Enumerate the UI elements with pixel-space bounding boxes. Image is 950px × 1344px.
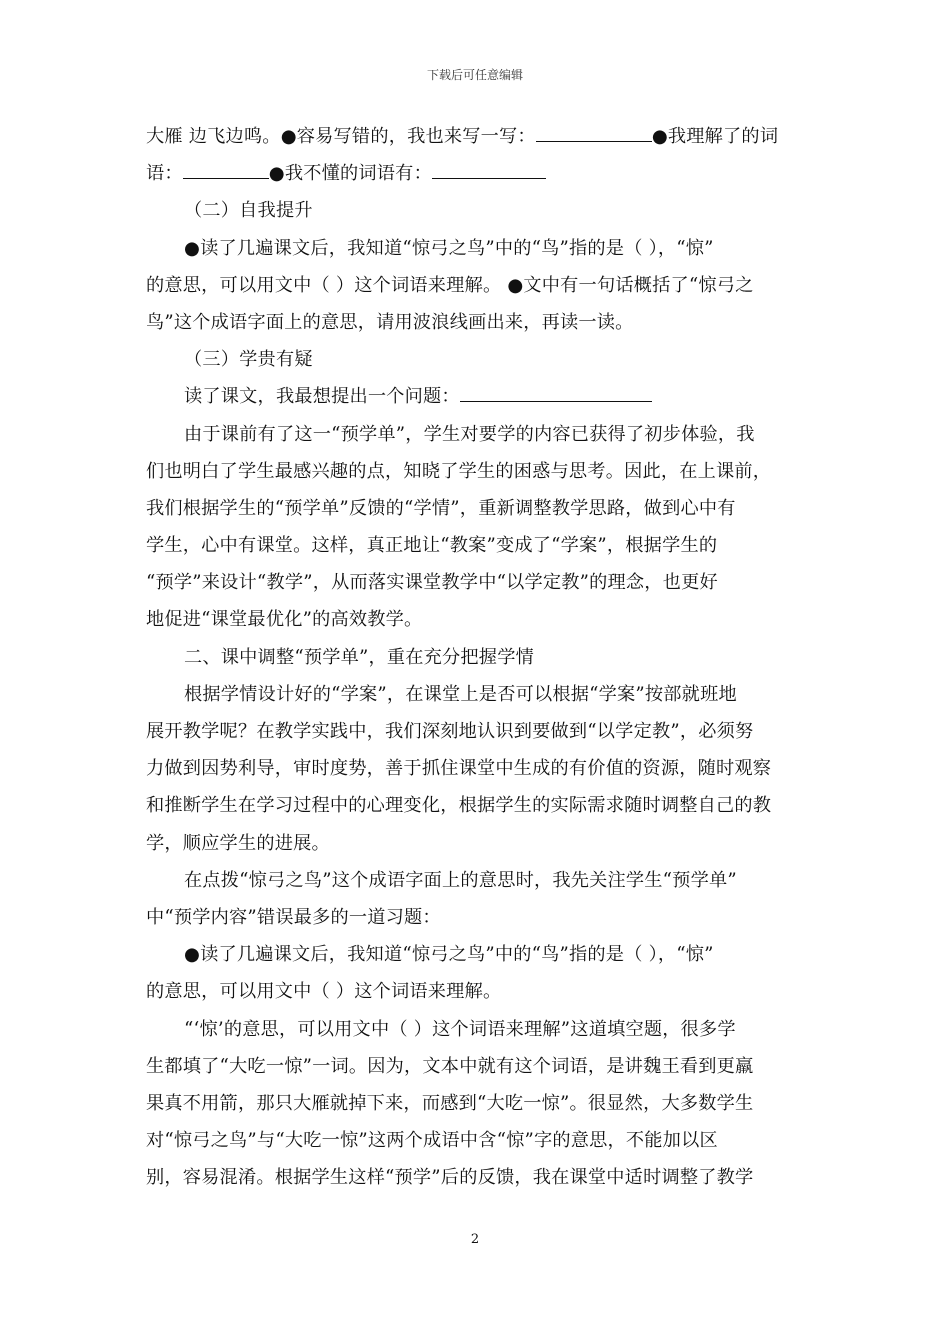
paragraph-line: 中“预学内容”错误最多的一道习题： [146,906,441,928]
text-line: ●读了几遍课文后，我知道“惊弓之鸟”中的“鸟”指的是（ ），“惊” [184,237,714,259]
paragraph-line: 学生，心中有课堂。这样，真正地让“教案”变成了“学案”，根据学生的 [146,535,718,557]
section-heading: 二、课中调整“预学单”，重在充分把握学情 [184,646,534,668]
text-line: ●读了几遍课文后，我知道“惊弓之鸟”中的“鸟”指的是（ ），“惊” [184,944,714,966]
text-line: 鸟”这个成语字面上的意思，请用波浪线画出来，再读一读。 [146,311,634,333]
paragraph-line: 生都填了“大吃一惊”一词。因为，文本中就有这个词语，是讲魏王看到更羸 [146,1055,754,1077]
paragraph-line: 由于课前有了这一“预学单”，学生对要学的内容已获得了初步体验，我 [184,423,755,445]
text-line: 的意思，可以用文中（ ）这个词语来理解。 [146,981,502,1003]
section-heading: （二）自我提升 [184,200,313,222]
page-header: 下载后可任意编辑 [426,68,523,82]
text-line: 语： ●我不懂的词语有： [146,155,806,192]
paragraph-line: 学，顺应学生的进展。 [146,832,330,854]
text-line: 读了课文，我最想提出一个问题： [146,378,806,415]
section-heading: （三）学贵有疑 [184,349,313,371]
paragraph-line: “预学”来设计“教学”，从而落实课堂教学中“以学定教”的理念，也更好 [146,572,718,594]
paragraph-line: 对“惊弓之鸟”与“大吃一惊”这两个成语中含“惊”字的意思，不能加以区 [146,1130,718,1152]
text-line: 的意思，可以用文中（ ）这个词语来理解。 ●文中有一句话概括了“惊弓之 [146,274,754,296]
answer-blank [183,156,269,179]
answer-blank [432,156,546,179]
paragraph-line: 和推断学生在学习过程中的心理变化，根据学生的实际需求随时调整自己的教 [146,795,772,817]
paragraph-line: 展开教学呢？在教学实践中，我们深刻地认识到要做到“以学定教”，必须努 [146,721,754,742]
paragraph-line: 果真不用箭，那只大雁就掉下来，而感到“大吃一惊”。很显然，大多数学生 [146,1092,754,1114]
paragraph-line: 力做到因势利导，审时度势，善于抓住课堂中生成的有价值的资源，随时观察 [146,758,772,780]
paragraph-line: “‘惊’的意思，可以用文中（ ）这个词语来理解”这道填空题，很多学 [184,1018,736,1040]
paragraph-line: 根据学情设计好的“学案”，在课堂上是否可以根据“学案”按部就班地 [184,683,737,705]
answer-blank [460,379,652,402]
paragraph-line: 别，容易混淆。根据学生这样“预学”后的反馈，我在课堂中适时调整了教学 [146,1167,754,1189]
answer-blank [536,119,652,142]
text-line: 大雁 边飞边鸣。●容易写错的，我也来写一写： ●我理解了的词 [146,118,806,155]
paragraph-line: 地促进“课堂最优化”的高效教学。 [146,609,423,631]
paragraph-line: 我们根据学生的“预学单”反馈的“学情”，重新调整教学思路，做到心中有 [146,497,736,519]
paragraph-line: 们也明白了学生最感兴趣的点，知晓了学生的困惑与思考。因此，在上课前， [146,460,772,482]
document-body [146,118,806,1196]
page-number: 2 [470,1232,480,1247]
paragraph-line: 在点拨“惊弓之鸟”这个成语字面上的意思时，我先关注学生“预学单” [184,869,737,891]
